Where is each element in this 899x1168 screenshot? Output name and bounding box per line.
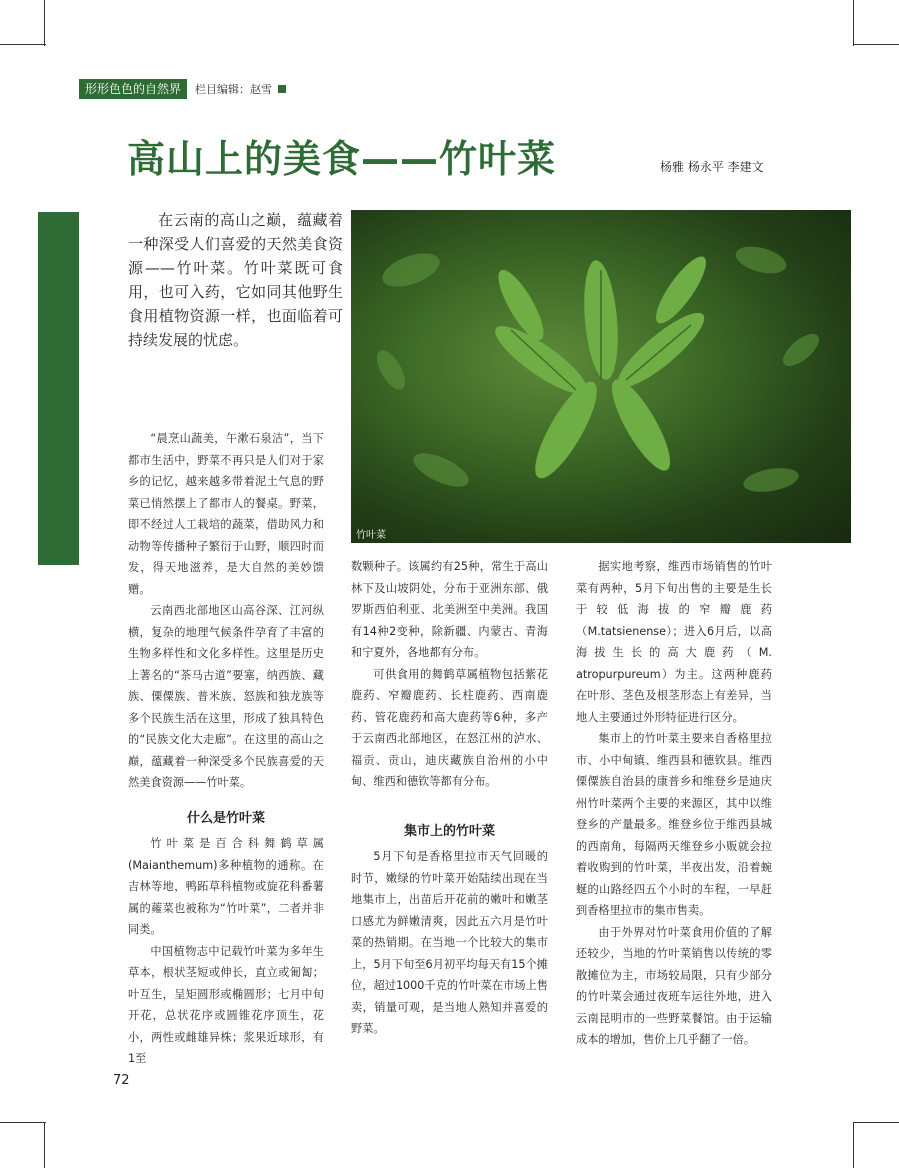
crop-mark — [853, 1122, 854, 1168]
paragraph: 5月下旬是香格里拉市天气回暖的时节，嫩绿的竹叶菜开始陆续出现在当地集市上，出苗后开花前的嫩叶和嫩茎口感尤为鲜嫩清爽，因此五六月是竹叶菜的热销期。在当地一个比较大的集市上，5月下旬至6月初平均每天有15个摊位，超过1000千克的竹叶菜在市场上售卖，销量可观，是当地人熟知并喜爱的野菜。 — [351, 850, 548, 1035]
paragraph: 竹叶菜是百合科舞鹤草属(Maianthemum)多种植物的通称。在吉林等地，鸭跖草科植物或旋花科番薯属的蕹菜也被称为“竹叶菜”，二者并非同类。 — [128, 837, 324, 936]
photo-caption: 竹叶菜 — [356, 530, 386, 541]
crop-mark — [853, 44, 899, 45]
paragraph: 数颗种子。该属约有25种，常生于高山林下及山坡阴处，分布于亚洲东部、俄罗斯西伯利亚、北美洲至中美洲。我国有14种2变种，除新疆、内蒙古、青海和宁夏外，各地都有分布。 — [351, 560, 548, 659]
leaf-illustration — [351, 210, 851, 543]
section-heading: 集市上的竹叶菜 — [403, 823, 495, 839]
text-column-1 — [128, 428, 324, 1070]
crop-mark — [853, 0, 854, 46]
text-column-3 — [576, 556, 772, 1051]
column-tag: 形形色色的自然界 — [79, 79, 187, 99]
paragraph: “晨烹山蔬美，午漱石泉洁”，当下都市生活中，野菜不再只是人们对于家乡的记忆，越来越多带着泥土气息的野菜已悄然摆上了都市人的餐桌。野菜，即不经过人工栽培的蔬菜，借助风力和动物等传播种子繁衍于山野，顺四时而发，得天地滋养，是大自然的美妙馈赠。 — [128, 432, 324, 596]
column-editor: 栏目编辑：赵雪 — [195, 83, 273, 96]
paragraph: 可供食用的舞鹤草属植物包括紫花鹿药、窄瓣鹿药、长柱鹿药、西南鹿药、管花鹿药和高大鹿药等6种，多产于云南西北部地区，在怒江州的泸水、福贡、贡山，迪庆藏族自治州的小中甸、维西和德钦等都有分布。 — [351, 667, 548, 788]
page-number: 72 — [113, 1073, 130, 1088]
text-column-2 — [351, 556, 548, 1040]
crop-mark — [0, 1122, 46, 1123]
bamboo-leaf-vegetable-photo — [351, 210, 851, 543]
paragraph: 云南西北部地区山高谷深、江河纵横，复杂的地理气候条件孕育了丰富的生物多样性和文化多样性。这里是历史上著名的“茶马古道”要塞，纳西族、藏族、傈僳族、普米族、怒族和独龙族等多个民族生活在这里，形成了独具特色的“民族文化大走廊”。在这里的高山之巅，蕴藏着一种深受多个民族喜爱的天然美食资源——竹叶菜。 — [128, 604, 324, 789]
section-header — [79, 79, 286, 99]
article-title: 高山上的美食——竹叶菜 — [127, 137, 557, 181]
crop-mark — [853, 1122, 899, 1123]
section-heading: 什么是竹叶菜 — [186, 810, 265, 826]
crop-mark — [44, 0, 45, 46]
decorative-strip — [38, 212, 79, 565]
paragraph: 集市上的竹叶菜主要来自香格里拉市、小中甸镇、维西县和德钦县。维西傈僳族自治县的康普乡和维登乡是迪庆州竹叶菜两个主要的来源区，其中以维登乡的产量最多。维登乡位于维西县城的西南角，每隔两天维登乡小贩就会拉着收购到的竹叶菜，半夜出发，沿着蜿蜒的山路经四五个小时的车程，一早赶到香格里拉市的集市售卖。 — [576, 732, 772, 917]
paragraph: 中国植物志中记载竹叶菜为多年生草本，根状茎短或伸长，直立或匍匐；叶互生，呈矩圆形或椭圆形；七月中旬开花，总状花序或圆锥花序顶生，花小，两性或雌雄异株；浆果近球形，有1至 — [128, 944, 324, 1065]
paragraph: 据实地考察，维西市场销售的竹叶菜有两种，5月下旬出售的主要是生长于较低海拔的窄瓣鹿药（M.tatsienense）；进入6月后，以高海拔生长的高大鹿药（M. atropurpureum）为主。这两种鹿药在叶形、茎色及根茎形态上有差异，当地人主要通过外形特征进行区分。 — [576, 560, 772, 724]
crop-mark — [44, 1122, 45, 1168]
header-square-icon — [278, 85, 286, 93]
article-authors: 杨雅 杨永平 李建文 — [660, 160, 764, 174]
intro-paragraph: 在云南的高山之巅，蕴藏着一种深受人们喜爱的天然美食资源——竹叶菜。竹叶菜既可食用，也可入药，它如同其他野生食用植物资源一样，也面临着可持续发展的忧虑。 — [128, 211, 343, 349]
crop-mark — [0, 44, 46, 45]
article-intro — [128, 208, 343, 352]
paragraph: 由于外界对竹叶菜食用价值的了解还较少，当地的竹叶菜销售以传统的零散摊位为主，市场较局限，只有少部分的竹叶菜会通过夜班车运往外地，进入云南昆明市的一些野菜餐馆。由于运输成本的增加，售价上几乎翻了一倍。 — [576, 925, 772, 1046]
